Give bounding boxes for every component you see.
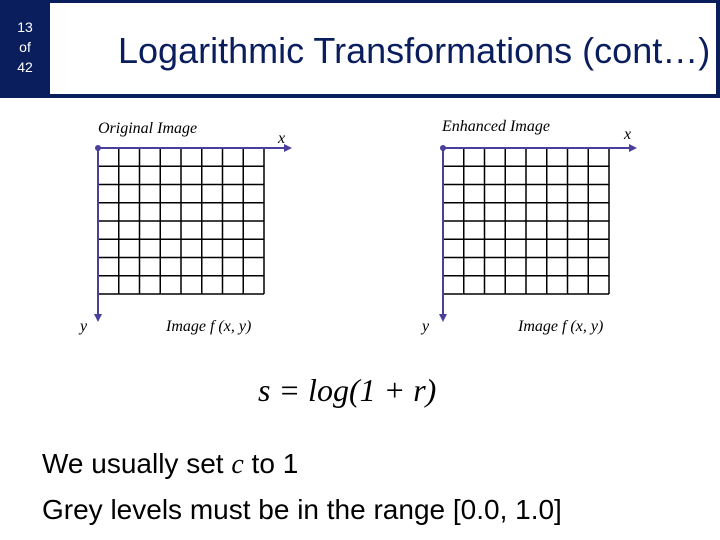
page-total: 42 [17,59,33,75]
y-label-left: y [80,318,88,335]
caption-right: Image f (x, y) [518,318,604,335]
enhanced-image-label: Enhanced Image [442,118,550,135]
slide-title: Logarithmic Transformations (cont…) [118,30,711,71]
caption-left: Image f (x, y) [166,318,252,335]
bullet-1 [42,448,298,481]
y-label-right: y [422,318,430,335]
original-image-grid [98,148,264,294]
page-of: of [19,39,31,55]
bullet-2 [42,494,562,526]
bullet-2-text: Grey levels must be in the range [0.0, 1.0] [42,494,562,525]
original-image-label: Original Image [98,120,198,137]
bullet-1-text-b: to 1 [243,448,299,479]
page-current: 13 [17,19,33,35]
origin-dot-left [95,145,101,151]
log-equation: s = log(1 + r) [258,372,437,408]
bullet-1-var: c [231,449,244,480]
bullet-1-text-a: We usually set [42,448,232,479]
enhanced-image-grid [443,148,609,294]
x-label-right: x [624,126,632,143]
x-label-left: x [278,130,286,147]
origin-dot-right [440,145,446,151]
